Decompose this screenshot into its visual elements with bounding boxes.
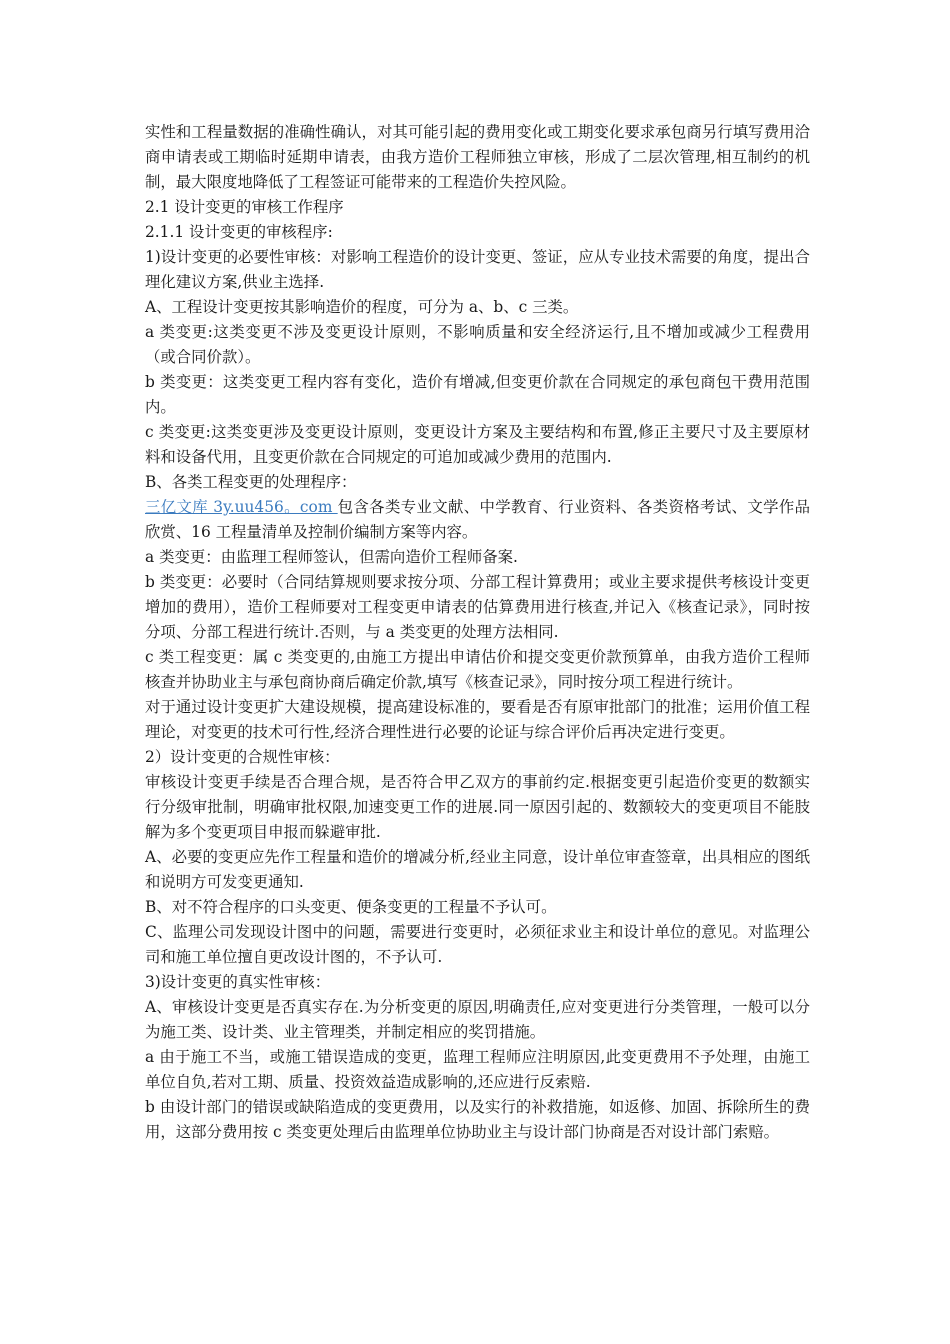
paragraph: A、审核设计变更是否真实存在.为分析变更的原因,明确责任,应对变更进行分类管理，一般可以分为施工类、设计类、业主管理类，并制定相应的奖罚措施。 (145, 998, 810, 1041)
paragraph: C、监理公司发现设计图中的问题，需要进行变更时，必须征求业主和设计单位的意见。对监理公司和施工单位擅自更改设计图的，不予认可. (145, 923, 810, 966)
paragraph: B、对不符合程序的口头变更、便条变更的工程量不予认可。 (145, 898, 557, 916)
paragraph: 3)设计变更的真实性审核： (145, 973, 331, 991)
paragraph: c 类变更:这类变更涉及变更设计原则，变更设计方案及主要结构和布置,修正主要尺寸及主要原材料和设备代用，且变更价款在合同规定的可追加或减少费用的范围内. (145, 423, 810, 466)
paragraph: a 类变更：由监理工程师签认，但需向造价工程师备案. (145, 548, 518, 566)
paragraph: a 类变更:这类变更不涉及变更设计原则，不影响质量和安全经济运行,且不增加或减少工程费用（或合同价款）。 (145, 323, 810, 366)
section-heading: 2.1 设计变更的审核工作程序 (145, 198, 344, 216)
paragraph-with-link (145, 495, 810, 545)
site-link[interactable]: 三亿文库 3y.uu456。com (145, 498, 338, 516)
paragraph: 实性和工程量数据的准确性确认，对其可能引起的费用变化或工期变化要求承包商另行填写费用洽商申请表或工期临时延期申请表，由我方造价工程师独立审核，形成了二层次管理,相互制约的机制，最大限度地降低了工程签证可能带来的工程造价失控风险。 (145, 123, 810, 191)
paragraph: B、各类工程变更的处理程序： (145, 473, 357, 491)
paragraph-text: 包含各类专业文献、中学教育、行业资料、各类资格考试、文学作品欣赏、16 工程量清单及控制价编制方案等内容。 (145, 498, 810, 541)
paragraph: A、必要的变更应先作工程量和造价的增减分析,经业主同意，设计单位审查签章，出具相应的图纸和说明方可发变更通知. (145, 848, 810, 891)
paragraph: b 由设计部门的错误或缺陷造成的变更费用，以及实行的补救措施，如返修、加固、拆除所生的费用，这部分费用按 c 类变更处理后由监理单位协助业主与设计部门协商是否对设计部门索赔。 (145, 1098, 810, 1141)
document-body (145, 120, 810, 1145)
paragraph: A、工程设计变更按其影响造价的程度，可分为 a、b、c 三类。 (145, 298, 579, 316)
paragraph: b 类变更：这类变更工程内容有变化，造价有增减,但变更价款在合同规定的承包商包干费用范围内。 (145, 373, 810, 416)
paragraph: 1)设计变更的必要性审核：对影响工程造价的设计变更、签证，应从专业技术需要的角度，提出合理化建议方案,供业主选择. (145, 248, 810, 291)
paragraph: a 由于施工不当，或施工错误造成的变更，监理工程师应注明原因,此变更费用不予处理，由施工单位自负,若对工期、质量、投资效益造成影响的,还应进行反索赔. (145, 1048, 810, 1091)
paragraph: 对于通过设计变更扩大建设规模，提高建设标准的，要看是否有原审批部门的批准；运用价值工程理论，对变更的技术可行性,经济合理性进行必要的论证与综合评价后再决定进行变更。 (145, 698, 810, 741)
paragraph: 2）设计变更的合规性审核： (145, 748, 340, 766)
paragraph: b 类变更：必要时（合同结算规则要求按分项、分部工程计算费用；或业主要求提供考核设计变更增加的费用），造价工程师要对工程变更申请表的估算费用进行核查,并记入《核查记录》，同时按分项、分部工程进行统计.否则，与 a 类变更的处理方法相同. (145, 573, 810, 641)
subsection-heading: 2.1.1 设计变更的审核程序: (145, 223, 333, 241)
paragraph: c 类工程变更：属 c 类变更的,由施工方提出申请估价和提交变更价款预算单，由我方造价工程师核查并协助业主与承包商协商后确定价款,填写《核查记录》，同时按分项工程进行统计。 (145, 648, 810, 691)
paragraph: 审核设计变更手续是否合理合规，是否符合甲乙双方的事前约定.根据变更引起造价变更的数额实行分级审批制，明确审批权限,加速变更工作的进展.同一原因引起的、数额较大的变更项目不能肢解为多个变更项目申报而躲避审批. (145, 773, 810, 841)
